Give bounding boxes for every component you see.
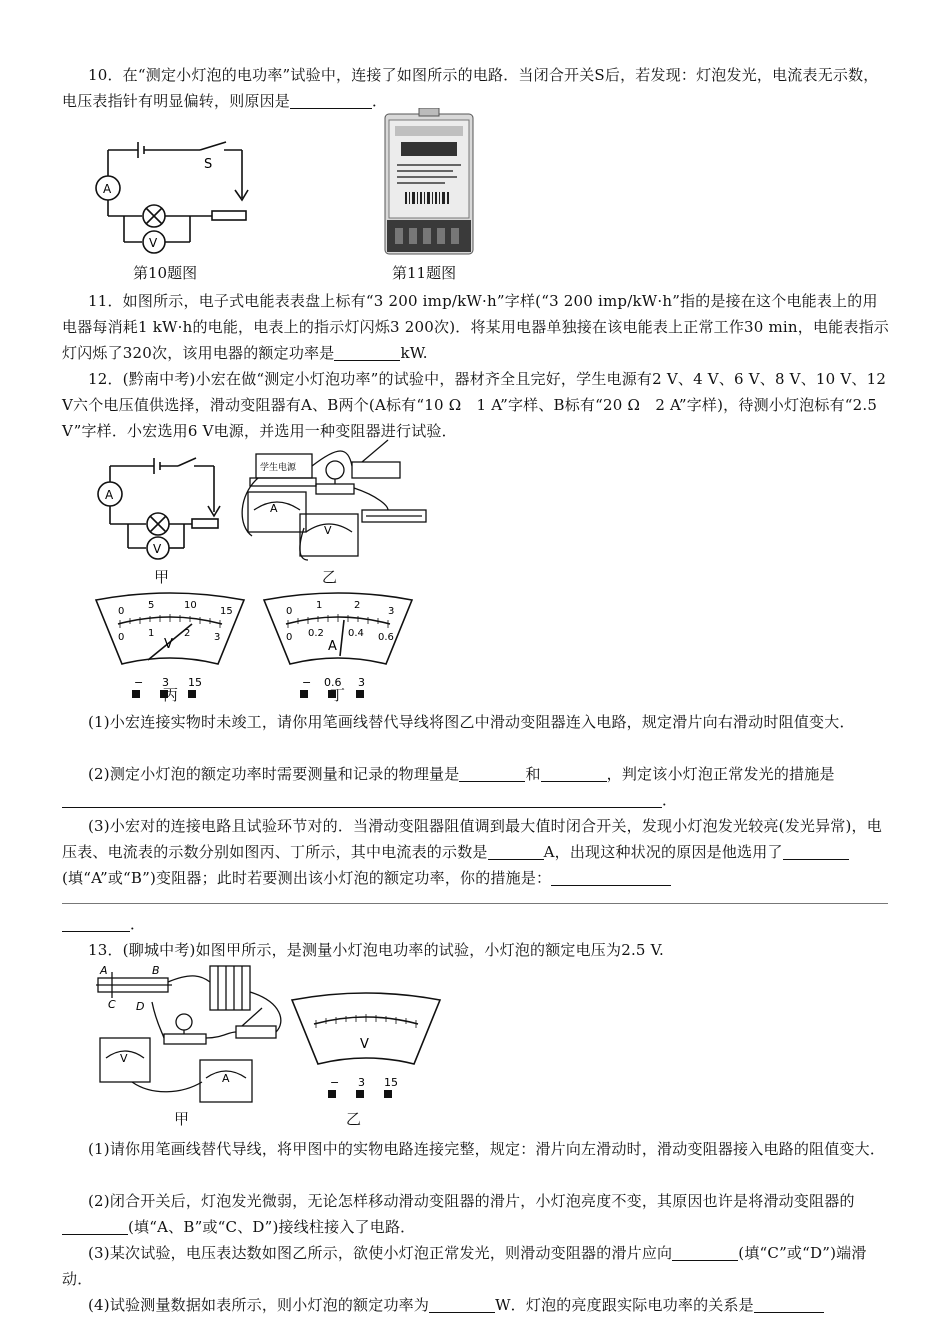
- rheostat-label-b: B: [152, 964, 160, 977]
- circuit-diagram-q10: [90, 138, 250, 256]
- q13-sub4-text-a: (4)试验测量数据如表所示，则小灯泡的额定功率为: [88, 1296, 430, 1314]
- q12-sub3-text-a: (3)小宏对的连接电路且试验环节对的．当滑动变阻器阻值调到最大值时闭合开关，发现小灯泡发光较亮(发光异常)，电压表、电流表的示数分别如图丙、丁所示，其中电流表的示数是: [62, 817, 882, 861]
- v-terminal-neg: −: [134, 676, 144, 689]
- a-unit: A: [328, 639, 337, 654]
- v-bottom-2: 2: [184, 628, 191, 639]
- q13-sub4: [62, 1292, 892, 1318]
- q12-sub2-end: ．: [662, 791, 678, 809]
- fig12-label-ding: 丁: [330, 686, 346, 704]
- q12-sub3-text-b: A，出现这种状况的原因是他选用了: [543, 843, 783, 861]
- a-terminal-06: 0.6: [324, 676, 342, 689]
- q11-text: 11．如图所示，电子式电能表表盘上标有“3 200 imp/kW·h”字样(“3 200 imp/kW·h”指的是接在这个电能表上的用电器每消耗1 kW·h的电能，电表上的指示灯闪烁3 200次)．将某用电器单独接在该电能表上正常工作30 min，电能表指示灯闪烁了320次，该用电器的额定功率是: [62, 292, 889, 362]
- q13-voltmeter-label: V: [120, 1052, 128, 1065]
- v-bottom-3: 3: [214, 632, 221, 643]
- q12-ammeter-symbol: A: [105, 488, 114, 502]
- fig12-label-yi: 乙: [322, 568, 338, 586]
- q13-sub3-blank[interactable]: [672, 1243, 738, 1261]
- q13-sub4-text-b: W．灯泡的亮度跟实际电功率的关系是: [495, 1296, 754, 1314]
- fig10-caption: 第10题图: [133, 264, 198, 282]
- fig11-caption: 第11题图: [392, 264, 457, 282]
- v-bottom-1: 1: [148, 628, 155, 639]
- v-terminal-15: 15: [188, 676, 202, 689]
- q12-sub3-blank-2[interactable]: [783, 842, 849, 860]
- question-11: [62, 288, 892, 366]
- q12-sub3-blank-1[interactable]: [488, 842, 544, 860]
- energy-meter-image: [383, 108, 475, 256]
- circuit-diagram-q12: [92, 456, 222, 564]
- q12-sub1-text: (1)小宏连接实物时未竣工，请你用笔画线替代导线将图乙中滑动变阻器连入电路，规定滑片向右滑动时阻值变大．: [88, 713, 855, 731]
- voltmeter-symbol: V: [149, 236, 158, 250]
- a-top-1: 1: [316, 600, 323, 611]
- rheostat-label-c: C: [108, 998, 116, 1011]
- voltmeter-dial-q13: [286, 990, 446, 1100]
- q13-v-terminal-15: 15: [384, 1076, 398, 1089]
- q13-v-unit: V: [360, 1037, 369, 1052]
- a-bottom-2: 0.4: [348, 628, 364, 639]
- q12-sub1: [62, 709, 892, 735]
- q12-sub3-end: ．: [130, 915, 146, 933]
- v-bottom-0: 0: [118, 632, 125, 643]
- q13-sub4-blank-1[interactable]: [429, 1295, 495, 1313]
- q13-sub3-text-a: (3)某次试验，电压表达数如图乙所示，欲使小灯泡正常发光，则滑动变阻器的滑片应向: [88, 1244, 673, 1262]
- a-terminal-neg: −: [302, 676, 312, 689]
- q12-text: 12．(黔南中考)小宏在做“测定小灯泡功率”的试验中，器材齐全且完好，学生电源有2 V、4 V、6 V、8 V、10 V、12 V六个电压值供选择，滑动变阻器有A、B两个(A标有“10 Ω 1 A”字样、B标有“20 Ω 2 A”字样)，待测小灯泡标有“2.5 V”字样．小宏选用6 V电源，并选用一种变阻器进行试验．: [62, 370, 887, 440]
- v-top-0: 0: [118, 606, 125, 617]
- q12-sub2: [62, 761, 892, 813]
- q12-sub3-blank-4[interactable]: [62, 914, 130, 932]
- q12-sub3-tail: [62, 911, 892, 937]
- q13-sub3: [62, 1240, 892, 1292]
- v-terminal-3: 3: [162, 676, 169, 689]
- q12-sub3-text-c: (填“A”或“B”)变阻器；此时若要测出该小灯泡的额定功率，你的措施是：: [62, 869, 552, 887]
- question-10: [62, 62, 892, 114]
- q13-text: 13．(聊城中考)如图甲所示，是测量小灯泡电功率的试验，小灯泡的额定电压为2.5 V.: [88, 941, 664, 959]
- a-bottom-0: 0: [286, 632, 293, 643]
- q12-voltmeter-symbol: V: [153, 542, 162, 556]
- q12-sub3-blank-3[interactable]: [551, 868, 671, 886]
- q13-sub2-text-b: (填“A、B”或“C、D”)接线柱接入了电路．: [128, 1218, 416, 1236]
- apparatus-voltmeter-label: V: [324, 524, 332, 537]
- q12-sub2-text-c: ，判定该小灯泡正常发光的措施是: [606, 765, 835, 783]
- q13-ammeter-label: A: [222, 1072, 230, 1085]
- apparatus-drawing-q12: [238, 436, 438, 568]
- switch-label: S: [204, 157, 213, 172]
- fig13-label-yi: 乙: [346, 1110, 362, 1128]
- q10-answer-blank[interactable]: [290, 91, 372, 109]
- q12-answer-line[interactable]: [62, 903, 888, 904]
- q11-unit: kW.: [400, 344, 428, 362]
- q12-sub2-blank-3[interactable]: [62, 790, 662, 808]
- apparatus-drawing-q13: [92, 962, 292, 1104]
- q13-sub4-blank-2[interactable]: [754, 1295, 824, 1313]
- rheostat-label-d: D: [136, 1000, 145, 1013]
- a-top-2: 2: [354, 600, 361, 611]
- v-top-1: 5: [148, 600, 155, 611]
- q11-answer-blank[interactable]: [334, 343, 400, 361]
- q13-sub2: [62, 1188, 892, 1240]
- q12-sub2-blank-2[interactable]: [541, 764, 607, 782]
- q12-sub2-text-a: (2)测定小灯泡的额定功率时需要测量和记录的物理量是: [88, 765, 460, 783]
- q13-sub2-blank[interactable]: [62, 1217, 128, 1235]
- a-top-0: 0: [286, 606, 293, 617]
- v-unit: V: [164, 637, 173, 652]
- q10-text: 10．在“测定小灯泡的电功率”试验中，连接了如图所示的电路．当闭合开关S后，若发现：灯泡发光，电流表无示数，电压表指针有明显偏转，则原因是: [62, 66, 879, 110]
- ammeter-symbol: A: [103, 182, 112, 196]
- fig12-label-jia: 甲: [154, 568, 170, 586]
- a-bottom-1: 0.2: [308, 628, 324, 639]
- q13-v-terminal-neg: −: [330, 1076, 340, 1089]
- a-top-3: 3: [388, 606, 395, 617]
- fig12-label-bing: 丙: [163, 686, 179, 704]
- q13-sub1-text: (1)请你用笔画线替代导线，将甲图中的实物电路连接完整，规定：滑片向左滑动时，滑动变阻器接入电路的阻值变大．: [88, 1140, 886, 1158]
- q12-sub3: [62, 813, 892, 891]
- rheostat-label-a: A: [100, 964, 108, 977]
- q13-v-terminal-3: 3: [358, 1076, 365, 1089]
- power-supply-label: 学生电源: [260, 463, 297, 473]
- a-terminal-3: 3: [358, 676, 365, 689]
- a-bottom-3: 0.6: [378, 632, 394, 643]
- q13-sub3-text-b: (填“C”或“D”)端滑动．: [62, 1244, 867, 1288]
- question-13: [62, 937, 892, 963]
- q13-sub1: [62, 1136, 892, 1162]
- q12-sub2-blank-1[interactable]: [459, 764, 525, 782]
- fig13-label-jia: 甲: [174, 1110, 190, 1128]
- q13-sub2-text-a: (2)闭合开关后，灯泡发光微弱，无论怎样移动滑动变阻器的滑片，小灯泡亮度不变，其原因也许是将滑动变阻器的: [88, 1192, 855, 1210]
- apparatus-ammeter-label: A: [270, 502, 278, 515]
- v-top-2: 10: [184, 600, 197, 611]
- q12-sub2-text-b: 和: [525, 765, 541, 783]
- v-top-3: 15: [220, 606, 233, 617]
- q10-end: ．: [372, 92, 388, 110]
- question-12: [62, 366, 892, 444]
